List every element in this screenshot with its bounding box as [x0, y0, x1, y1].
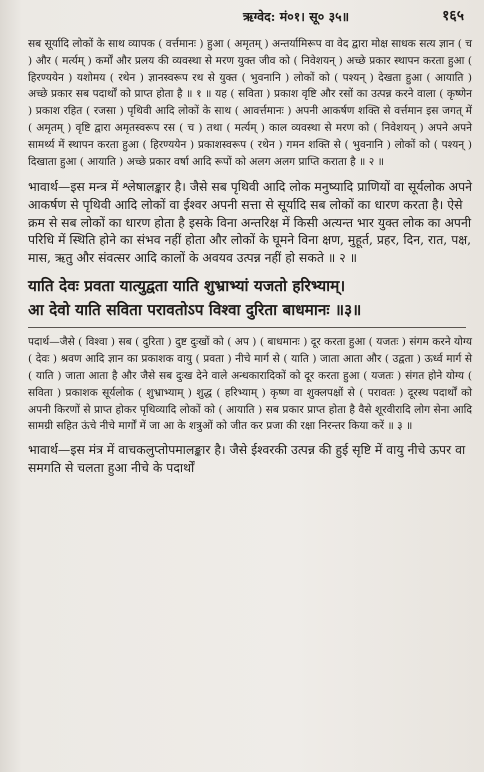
bhavartha-paragraph-1: भावार्थ—इस मन्त्र में श्लेषालङ्कार है। जैसे सब पृथिवी आदि लोक मनुष्यादि प्राणियों वा सूर्यलोक अपने आकर्षण से पृथिवी आदि लोकों वा ईश्वर अपनी सत्ता से सूर्यादि सब लोकों का धारण करता है। ऐसे क्रम से सब लोकों का धारण होता है इसके विना अन्तरिक्ष में किसी अत्यन्त भार युक्त लोक का अपनी परिधि में स्थिति होने का संभव नहीं होता और लोकों के घूमने विना क्षण, मुहूर्त, प्रहर, दिन, रात, पक्ष, मास, ऋतु और संवत्सर आदि कालों के अवयव उत्पन्न नहीं हो सकते ॥ २ ॥	[28, 179, 473, 265]
bhavartha-paragraph-2: भावार्थ—इस मंत्र में वाचकलुप्तोपमालङ्कार है। जैसे ईश्वरकी उत्पन्न की हुई सृष्टि में वायु नीचे ऊपर वा समगति से चलता हुआ नीचे के पदार्थों	[28, 442, 466, 475]
commentary-paragraph-1: सब सूर्यादि लोकों के साथ व्यापक ( वर्त्तमानः ) हुआ ( अमृतम् ) अन्तर्यामिरूप वा वेद द्वारा मोक्ष साधक सत्य ज्ञान ( च ) और ( मर्त्यम् ) कर्मों और प्रलय की व्यवस्था से मरण युक्त जीव को ( निवेशयन् ) अच्छे प्रकार स्थापन करता हुआ ( हिरण्ययेन ) यशोमय ( रथेन ) ज्ञानस्वरूप रथ से युक्त ( भुवनानि ) लोकों को ( पश्यन् ) देखता हुआ ( आयाति ) अच्छे प्रकार सब पदार्थों को प्राप्त होता है ॥ १ ॥ यह ( सविता ) प्रकाश वृष्टि और रसों का उत्पन्न करने वाला ( कृष्णेन ) प्रकाश रहित ( रजसा ) पृथिवी आदि लोकों के साथ ( आवर्त्तमानः ) अपनी आकर्षण शक्ति से वर्त्तमान इस जगत् में ( अमृतम् ) वृष्टि द्वारा अमृतस्वरूप रस ( च ) तथा ( मर्त्यम् ) काल व्यवस्था से मरण को ( निवेशयन् ) अपने अपने सामर्थ्य में स्थापन करता हुआ ( हिरण्ययेन ) प्रकाशस्वरूप ( रथेन ) गमन शक्ति से ( भुवनानि ) लोकों को ( पश्यन् ) दिखाता हुआ ( आयाति ) अच्छे प्रकार वर्षा आदि रूपों को अलग अलग प्राप्ति कराता है ॥ २ ॥	[28, 38, 472, 168]
mantra-line-2: आ देवो याति सविता परावतोऽप विश्वा दुरिता बाधमानः ॥३॥	[28, 301, 362, 320]
mantra-line-1: याति देवः प्रवता यात्युद्वता याति शुभ्राभ्यां यजतो हरिभ्याम्।	[28, 277, 346, 296]
commentary-paragraph-2: पदार्थ—जैसे ( विश्वा ) सब ( दुरिता ) दुष्ट दुःखों को ( अप ) ( बाधमानः ) दूर करता हुआ ( यजतः ) संगम करने योग्य ( देवः ) श्रवण आदि ज्ञान का प्रकाशक वायु ( प्रवता ) नीचे मार्ग से ( याति ) जाता आता और ( उद्वता ) ऊर्ध्व मार्ग से ( याति ) जाता आता है और जैसे सब दुःख देने वाले अन्धकारादिकों को दूर करता हुआ ( यजतः ) संगत होने योग्य ( सविता ) प्रकाशक सूर्यलोक ( शुभ्राभ्याम् ) शुद्ध ( हरिभ्याम् ) कृष्ण वा शुक्लपक्षों से ( परावतः ) दूरस्थ पदार्थों को अपनी किरणों से प्राप्त होकर पृथिव्यादि लोकों को ( आयाति ) सब प्रकार प्राप्त होता है वैसे शूरवीरादि लोग सेना आदि सामग्री सहित ऊंचे नीचे मार्गों में जा आ के शत्रुओं को जीत कर प्रजा की रक्षा निरन्तर किया करें ॥ ३ ॥	[28, 336, 472, 433]
page-header	[28, 6, 472, 28]
divider-rule	[28, 327, 466, 328]
mantra-verse	[28, 274, 472, 322]
running-title: ऋग्वेद: मं०१। सू० ३५॥	[243, 9, 350, 24]
page-number: १६५	[442, 8, 464, 24]
